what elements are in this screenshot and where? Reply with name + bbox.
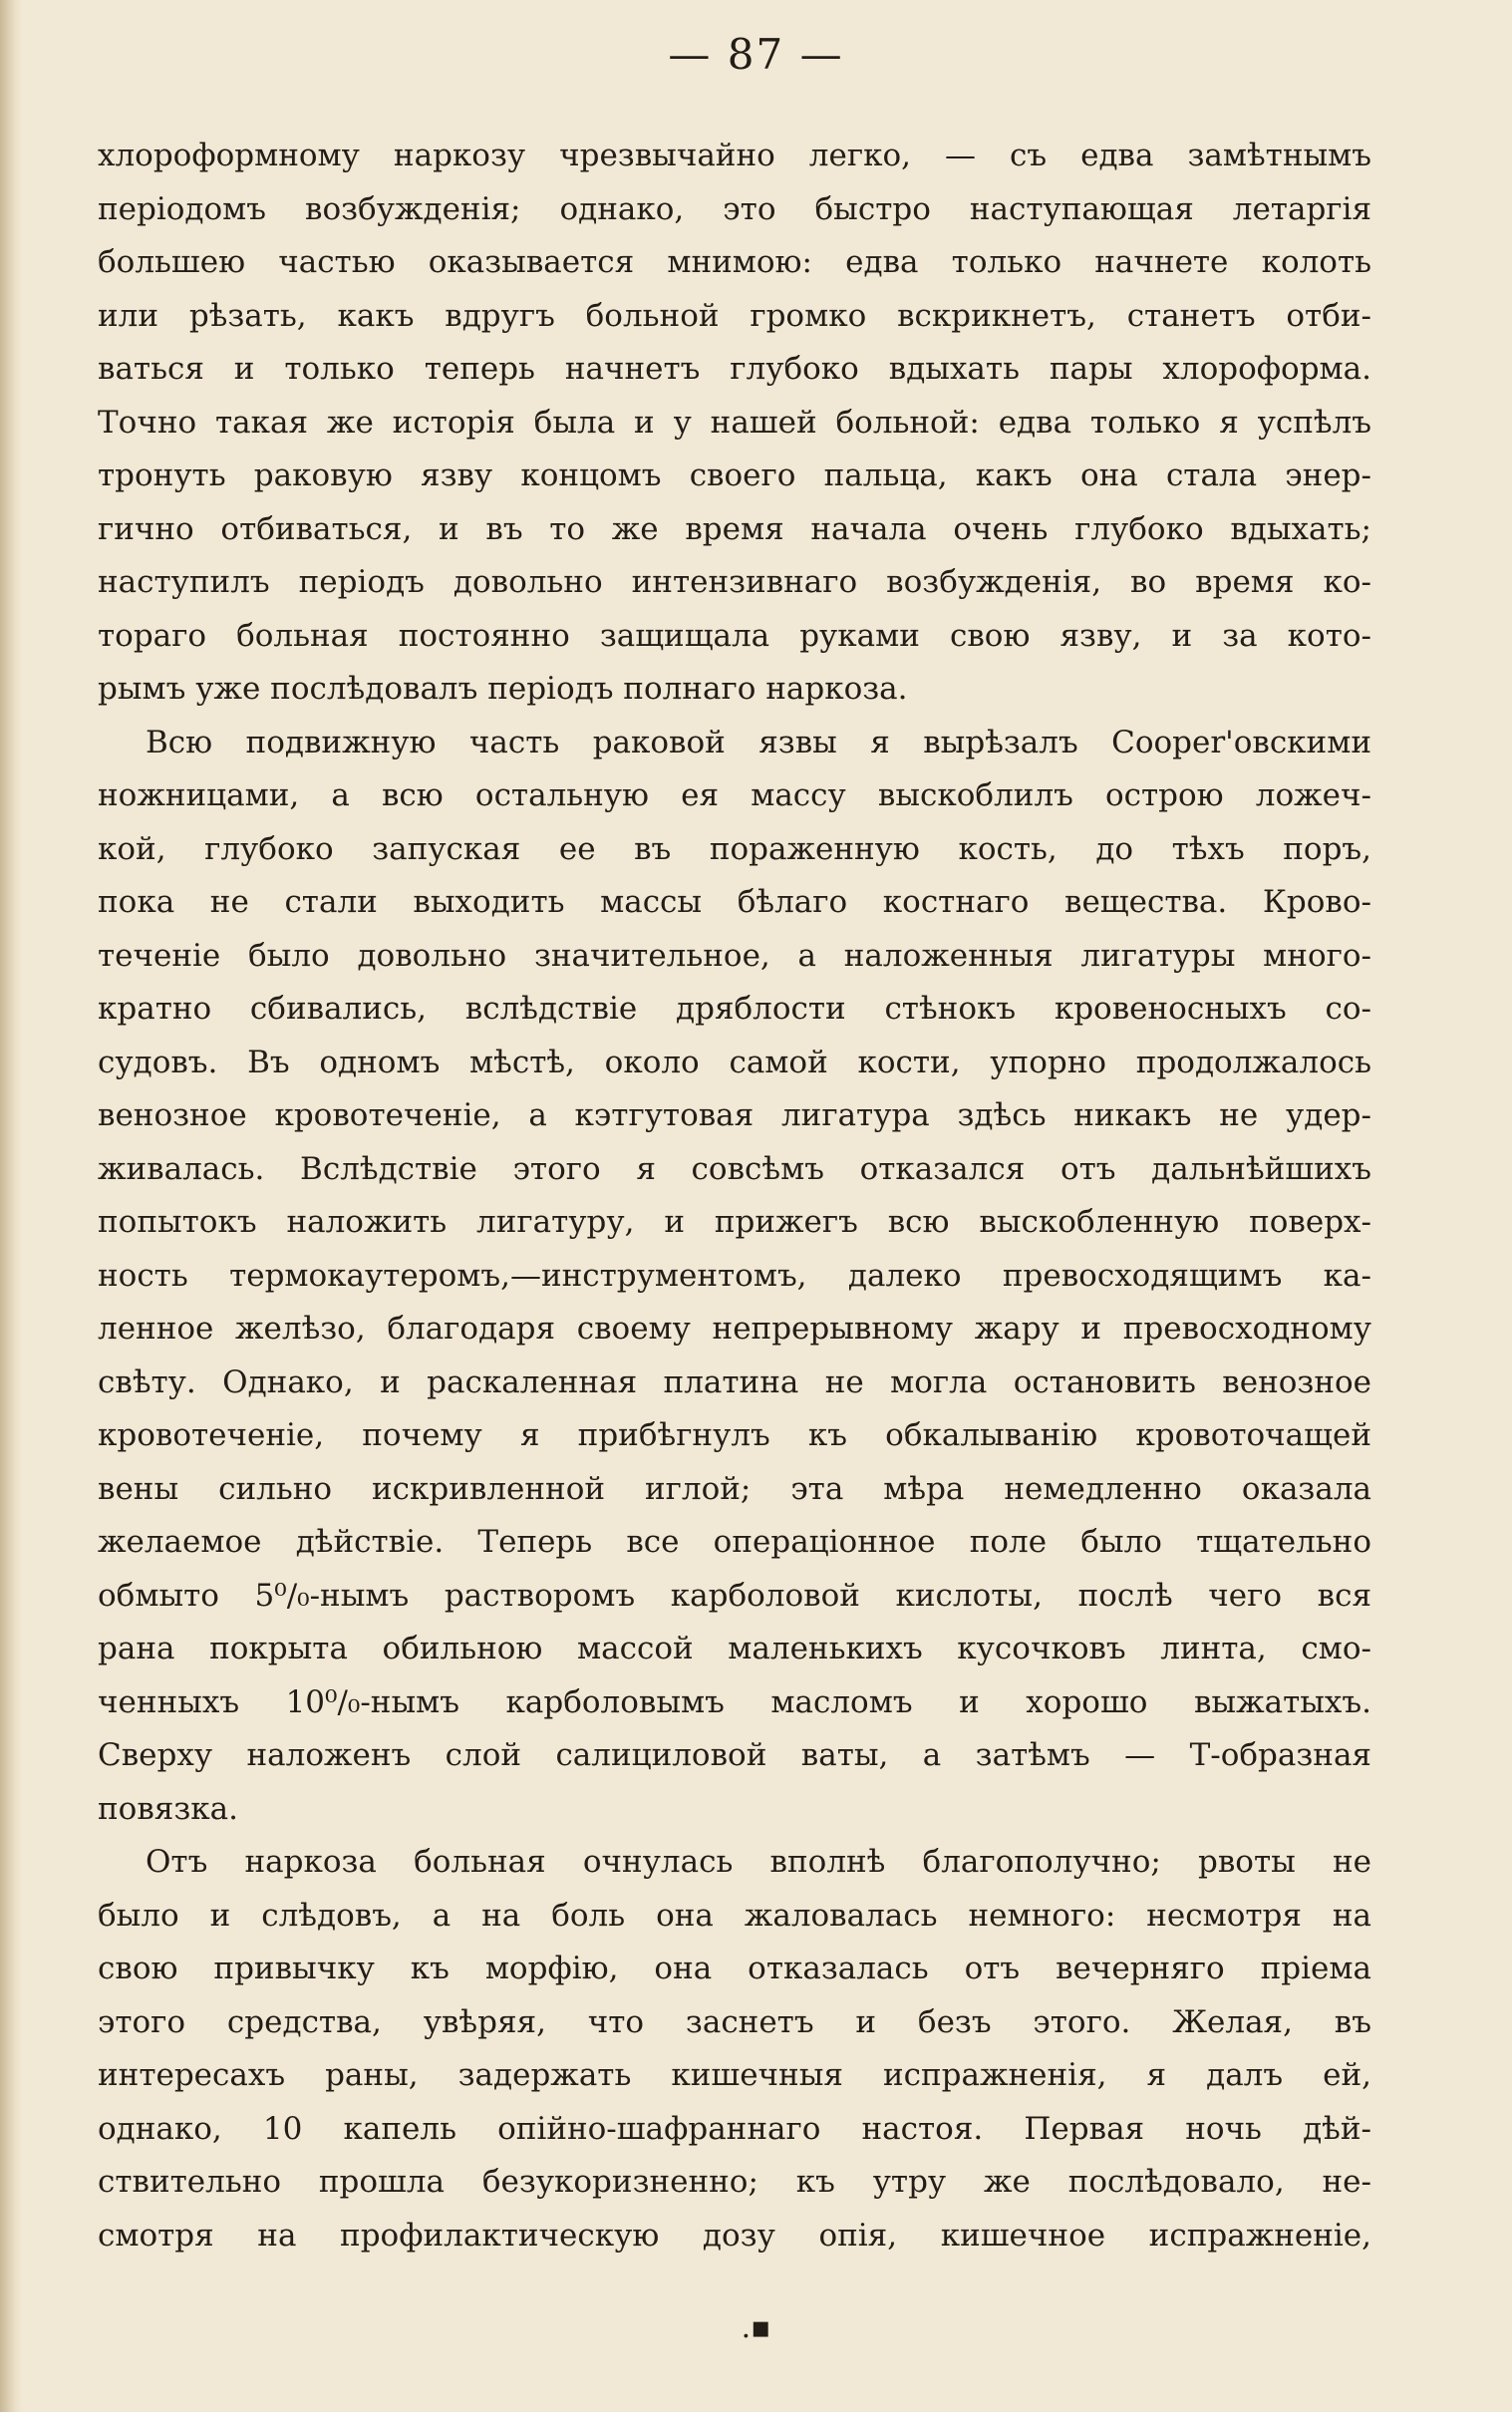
page-edge-shadow <box>0 0 22 2412</box>
text-line: смотря на профилактическую дозу опія, кишечное испражненіе, <box>98 2217 1371 2254</box>
text-line: тораго больная постоянно защищала руками свою язву, и за кото- <box>98 617 1371 654</box>
text-line: хлороформному наркозу чрезвычайно легко, — съ едва замѣтнымъ <box>98 138 1371 173</box>
text-line: ствительно прошла безукоризненно; къ утру же послѣдовало, не- <box>98 2164 1371 2200</box>
text-line: Точно такая же исторія была и у нашей больной: едва только я успѣлъ <box>98 404 1371 441</box>
text-line: наступилъ періодъ довольно интензивнаго возбужденія, во время ко- <box>98 564 1371 600</box>
paragraph-1 <box>98 130 1371 717</box>
body-text <box>98 130 1371 2262</box>
text-line: повязка. <box>98 1790 238 1827</box>
text-line: свою привычку къ морфію, она отказалась отъ вечерняго пріема <box>98 1951 1371 1986</box>
text-line: обмыто 5⁰/₀-нымъ растворомъ карболовой кислоты, послѣ чего вся <box>98 1577 1371 1614</box>
text-line: Сверху наложенъ слой салициловой ваты, а затѣмъ — Т-образная <box>98 1737 1371 1773</box>
text-line: живалась. Вслѣдствіе этого я совсѣмъ отказался отъ дальнѣйшихъ <box>98 1150 1371 1187</box>
text-line: венозное кровотеченіе, а кэтгутовая лигатура здѣсь никакъ не удер- <box>98 1097 1371 1133</box>
text-line: желаемое дѣйствіе. Теперь все операціонное поле было тщательно <box>98 1524 1371 1560</box>
text-line: гично отбиваться, и въ то же время начала очень глубоко вдыхать; <box>98 510 1371 547</box>
text-line: ленное желѣзо, благодаря своему непрерывному жару и превосходному <box>98 1311 1371 1347</box>
text-line: кратно сбивались, вслѣдствіе дряблости стѣнокъ кровеносныхъ со- <box>98 991 1371 1027</box>
text-line: кровотеченіе, почему я прибѣгнулъ къ обкалыванію кровоточащей <box>98 1417 1371 1453</box>
text-line: кой, глубоко запуская ее въ пораженную кость, до тѣхъ поръ, <box>98 830 1371 867</box>
paragraph-3 <box>98 1836 1371 2262</box>
text-line: ность термокаутеромъ,—инструментомъ, далеко превосходящимъ ка- <box>98 1257 1371 1294</box>
text-line: періодомъ возбужденія; однако, это быстро наступающая летаргія <box>98 190 1371 227</box>
text-line: теченіе было довольно значительное, а наложенныя лигатуры много- <box>98 937 1371 974</box>
text-line: однако, 10 капель опійно-шафраннаго настоя. Первая ночь дѣй- <box>98 2110 1371 2147</box>
text-line: Всю подвижную часть раковой язвы я вырѣзалъ Cooper'овскими <box>146 724 1371 760</box>
text-line: рана покрыта обильною массой маленькихъ кусочковъ линта, смо- <box>98 1631 1371 1666</box>
text-line: или рѣзать, какъ вдругъ больной громко вскрикнетъ, станетъ отби- <box>98 297 1371 334</box>
text-line: попытокъ наложить лигатуру, и прижегъ всю выскобленную поверх- <box>98 1204 1371 1240</box>
text-line: свѣту. Однако, и раскаленная платина не могла остановить венозное <box>98 1363 1371 1400</box>
footer-mark: .▪ <box>741 2310 771 2345</box>
text-line: ножницами, а всю остальную ея массу выскоблилъ острою ложеч- <box>98 777 1371 813</box>
page-number: — 87 — <box>668 30 844 79</box>
text-line: ваться и только теперь начнетъ глубоко вдыхать пары хлороформа. <box>98 351 1371 387</box>
text-line: вены сильно искривленной иглой; эта мѣра немедленно оказала <box>98 1470 1371 1507</box>
text-line: ченныхъ 10⁰/₀-нымъ карболовымъ масломъ и хорошо выжатыхъ. <box>98 1683 1371 1720</box>
text-line: тронуть раковую язву концомъ своего пальца, какъ она стала энер- <box>98 457 1371 493</box>
text-line: Отъ наркоза больная очнулась вполнѣ благополучно; рвоты не <box>146 1844 1371 1880</box>
paragraph-2 <box>98 717 1371 1837</box>
text-line: интересахъ раны, задержать кишечныя испражненія, я далъ ей, <box>98 2057 1371 2093</box>
text-line: этого средства, увѣряя, что заснетъ и безъ этого. Желая, въ <box>98 2003 1371 2040</box>
text-line: судовъ. Въ одномъ мѣстѣ, около самой кости, упорно продолжалось <box>98 1044 1371 1080</box>
text-line: пока не стали выходить массы бѣлаго костнаго вещества. Крово- <box>98 884 1371 920</box>
text-line: рымъ уже послѣдовалъ періодъ полнаго наркоза. <box>98 671 908 707</box>
text-line: большею частью оказывается мнимою: едва только начнете колоть <box>98 244 1371 280</box>
text-line: было и слѣдовъ, а на боль она жаловалась немного: несмотря на <box>98 1897 1371 1934</box>
